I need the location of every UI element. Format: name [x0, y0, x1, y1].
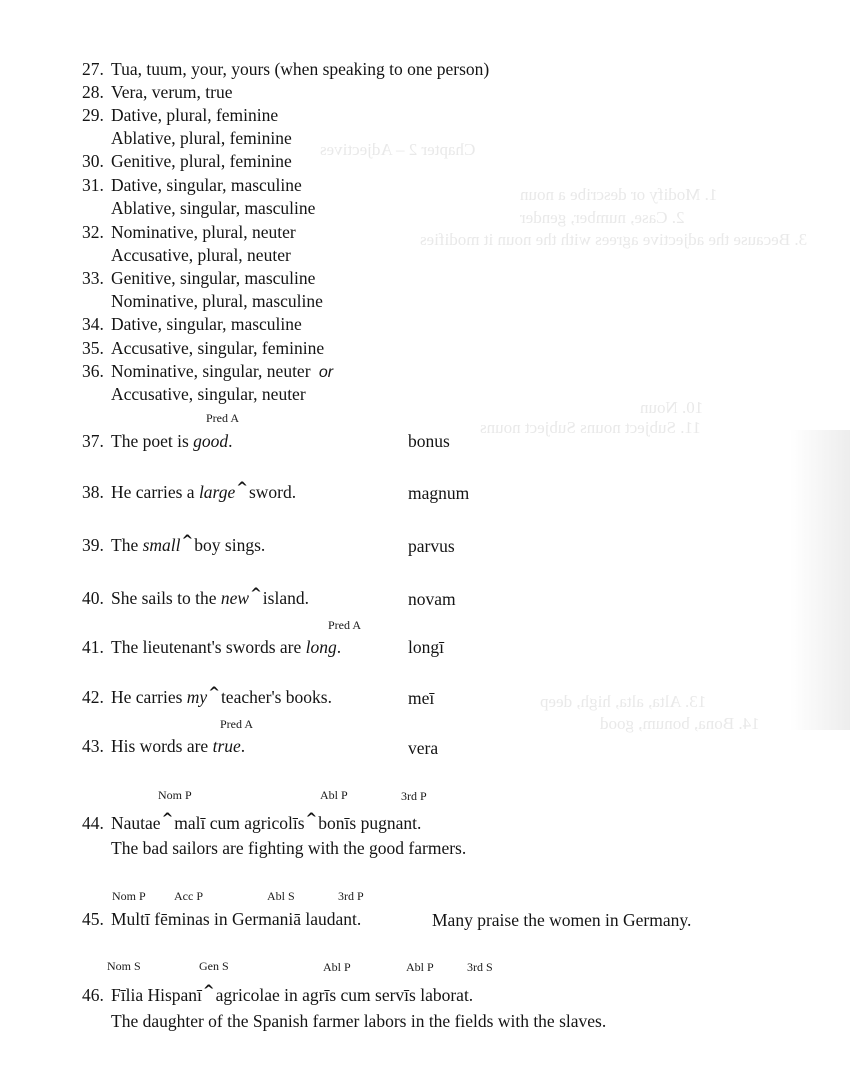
- sentence-text: He carries: [111, 687, 187, 707]
- answer-item-36: [82, 361, 333, 383]
- sentence-text: The lieutenant's swords are: [111, 637, 306, 657]
- caret-mark-icon: ^: [181, 533, 194, 549]
- bleed-through-line: 3. Because the adjective agrees with the noun it modifies: [420, 230, 808, 249]
- sentence-text: boy sings.: [194, 535, 266, 555]
- emphasized-word: small: [142, 535, 181, 555]
- sentence-text: .: [336, 637, 342, 657]
- answer-item-45: [82, 909, 361, 929]
- answer-item-31-line2: Ablative, singular, masculine: [111, 198, 316, 218]
- grammar-label: Abl S: [267, 889, 295, 903]
- sentence-text: His words are: [111, 736, 213, 756]
- latin-sentence: agricolae in agrīs cum servīs laborat.: [215, 985, 474, 1005]
- bleed-through-line: 10. Noun: [640, 398, 704, 417]
- latin-answer: vera: [408, 738, 439, 758]
- latin-sentence: malī cum agricolīs: [174, 813, 305, 833]
- grammar-label: Nom P: [112, 889, 146, 903]
- emphasized-word: large: [198, 482, 236, 502]
- grammar-label: 3rd P: [338, 889, 364, 903]
- caret-mark-icon: ^: [208, 685, 220, 701]
- item-number: 45.: [82, 909, 104, 929]
- item-number: 30.: [82, 151, 104, 171]
- item-number: 29.: [82, 105, 104, 125]
- item-text: Nominative, singular, neuter: [111, 361, 311, 381]
- answer-item-28: [82, 82, 232, 102]
- item-number: 39.: [82, 535, 104, 555]
- item-number: 37.: [82, 431, 104, 451]
- emphasized-word: long: [305, 637, 337, 657]
- grammar-label: Pred A: [206, 411, 239, 425]
- item-number: 35.: [82, 338, 104, 358]
- item-number: 41.: [82, 637, 104, 657]
- answer-item-30: [82, 151, 292, 171]
- answer-item-31: [82, 175, 302, 195]
- caret-mark-icon: ^: [161, 811, 174, 827]
- latin-answer: novam: [408, 589, 456, 609]
- english-translation: The bad sailors are fighting with the good farmers.: [111, 838, 467, 858]
- item-number: 34.: [82, 314, 104, 334]
- item-number: 32.: [82, 222, 104, 242]
- latin-answer: meī: [408, 688, 435, 708]
- sentence-text: island.: [262, 588, 309, 608]
- latin-sentence: Multī fēminas in Germaniā laudant.: [111, 909, 362, 929]
- caret-mark-icon: ^: [250, 586, 262, 602]
- grammar-label: Pred A: [328, 618, 361, 632]
- item-number: 33.: [82, 268, 104, 288]
- answer-item-29-line2: Ablative, plural, feminine: [111, 128, 292, 148]
- item-text: Dative, plural, feminine: [111, 105, 279, 125]
- bleed-through-heading: Chapter 2 – Adjectives: [320, 140, 476, 159]
- item-text: Genitive, plural, feminine: [111, 151, 292, 171]
- caret-mark-icon: ^: [236, 480, 248, 496]
- latin-answer: bonus: [408, 431, 450, 451]
- answer-item-36-line2: Accusative, singular, neuter: [111, 384, 306, 404]
- answer-item-46: [82, 985, 473, 1007]
- emphasized-word: true: [212, 736, 241, 756]
- caret-mark-icon: ^: [305, 811, 318, 827]
- emphasized-word: new: [220, 588, 250, 608]
- latin-sentence: Nautae: [111, 813, 161, 833]
- grammar-label: Abl P: [320, 788, 348, 802]
- answer-item-33: [82, 268, 315, 288]
- english-translation: The daughter of the Spanish farmer labors in the fields with the slaves.: [111, 1011, 607, 1031]
- item-number: 31.: [82, 175, 104, 195]
- item-text: Dative, singular, masculine: [111, 175, 302, 195]
- item-number: 28.: [82, 82, 104, 102]
- answer-item-27: [82, 59, 489, 79]
- grammar-label: Nom P: [158, 788, 192, 802]
- latin-sentence: bonīs pugnant.: [318, 813, 422, 833]
- answer-item-40: [82, 588, 309, 610]
- answer-item-35: [82, 338, 324, 358]
- item-text: Accusative, singular, feminine: [111, 338, 325, 358]
- answer-item-44: [82, 813, 421, 835]
- bleed-through-line: 13. Alta, alta, high, deep: [540, 692, 707, 711]
- sentence-text: She sails to the: [111, 588, 221, 608]
- answer-item-37: [82, 431, 233, 451]
- item-number: 46.: [82, 985, 104, 1005]
- or-connector: or: [318, 364, 334, 381]
- page-edge-shadow: [790, 430, 850, 730]
- latin-answer: parvus: [408, 536, 455, 556]
- item-number: 44.: [82, 813, 104, 833]
- grammar-label: 3rd P: [401, 789, 427, 803]
- answer-item-29: [82, 105, 278, 125]
- grammar-label: Abl P: [406, 960, 434, 974]
- sentence-text: The poet is: [111, 431, 194, 451]
- caret-mark-icon: ^: [202, 983, 215, 999]
- answer-item-34: [82, 314, 302, 334]
- answer-item-42: [82, 687, 332, 709]
- item-number: 40.: [82, 588, 104, 608]
- sentence-text: He carries a: [111, 482, 199, 502]
- item-number: 27.: [82, 59, 104, 79]
- item-text: Genitive, singular, masculine: [111, 268, 316, 288]
- latin-answer: longī: [408, 637, 444, 657]
- grammar-label: Acc P: [174, 889, 203, 903]
- grammar-label: Gen S: [199, 959, 229, 973]
- sentence-text: .: [240, 736, 246, 756]
- item-text: Dative, singular, masculine: [111, 314, 302, 334]
- grammar-label: Abl P: [323, 960, 351, 974]
- grammar-label: Nom S: [107, 959, 141, 973]
- sentence-text: teacher's books.: [220, 687, 332, 707]
- answer-item-43: [82, 736, 245, 756]
- item-text: Vera, verum, true: [111, 82, 233, 102]
- english-translation: Many praise the women in Germany.: [432, 910, 692, 930]
- emphasized-word: my: [186, 687, 208, 707]
- item-text: Nominative, plural, neuter: [111, 222, 296, 242]
- item-number: 36.: [82, 361, 104, 381]
- item-number: 42.: [82, 687, 104, 707]
- answer-item-38: [82, 482, 296, 504]
- answer-item-32: [82, 222, 296, 242]
- bleed-through-line: 11. Subject nouns Subject nouns: [480, 418, 701, 437]
- answer-item-32-line2: Accusative, plural, neuter: [111, 245, 291, 265]
- grammar-label: 3rd S: [467, 960, 493, 974]
- answer-item-41: [82, 637, 341, 657]
- sentence-text: sword.: [248, 482, 297, 502]
- bleed-through-line: 14. Bona, bonum, good: [600, 714, 760, 733]
- answer-item-33-line2: Nominative, plural, masculine: [111, 291, 323, 311]
- sentence-text: .: [228, 431, 233, 451]
- item-number: 38.: [82, 482, 104, 502]
- item-number: 43.: [82, 736, 104, 756]
- latin-answer: magnum: [408, 483, 470, 503]
- latin-sentence: Fīlia Hispanī: [111, 985, 202, 1005]
- grammar-label: Pred A: [220, 717, 253, 731]
- bleed-through-line: 1. Modify or describe a noun: [520, 185, 718, 204]
- emphasized-word: good: [193, 431, 229, 451]
- sentence-text: The: [111, 535, 143, 555]
- answer-item-39: [82, 535, 265, 557]
- bleed-through-line: 2. Case, number, gender: [520, 208, 685, 227]
- item-text: Tua, tuum, your, yours (when speaking to one person): [111, 59, 490, 79]
